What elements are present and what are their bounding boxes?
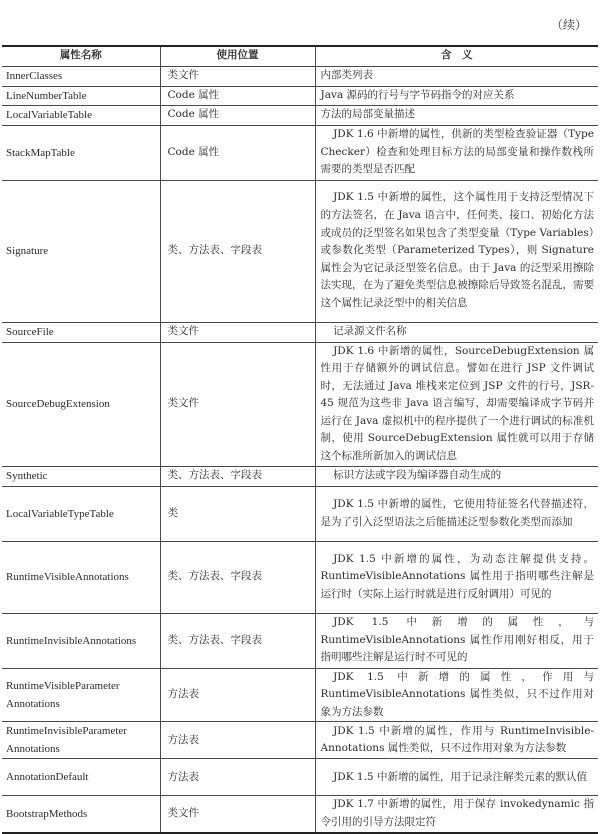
attribute-name: SourceFile	[2, 322, 160, 342]
usage-location: 类、方法表、字段表	[160, 466, 315, 486]
usage-location: 类、方法表、字段表	[160, 180, 315, 322]
usage-location: 方法表	[160, 668, 315, 722]
header-meaning: 含 义	[315, 46, 598, 66]
attribute-name: SourceDebugExtension	[2, 342, 160, 466]
attribute-name: Signature	[2, 180, 160, 322]
continued-label: （续）	[550, 18, 587, 32]
attribute-name: AnnotationDefault	[2, 759, 160, 796]
meaning: Java 源码的行号与字节码指令的对应关系	[315, 86, 598, 105]
meaning: JDK 1.5 中新增的属性，这个属性用于支持泛型情况下的方法签名，在 Java 语言中，任何类、接口、初始化方法或成员的泛型签名如果包含了类型变量（Type Variables）或参数化类型（Parameterized Types），则 Signature 属性会为它记录泛型签名信息。由于 Java 的泛型采用擦除法实现，在为了避免类型信息被擦除后导致签名混乱，需要这个属性记录泛型中的相关信息	[315, 180, 598, 322]
meaning: 内部类列表	[315, 66, 598, 86]
table-row	[2, 342, 598, 466]
table-row	[2, 722, 598, 759]
meaning: 方法的局部变量描述	[315, 105, 598, 125]
usage-location: 类文件	[160, 342, 315, 466]
attribute-name: RuntimeVisibleParameter Annotations	[2, 668, 160, 722]
usage-location: Code 属性	[160, 125, 315, 180]
usage-location: Code 属性	[160, 86, 315, 105]
attribute-name: BootstrapMethods	[2, 796, 160, 833]
attribute-name: Synthetic	[2, 466, 160, 486]
attribute-name: RuntimeInvisibleParameter Annotations	[2, 722, 160, 759]
meaning: JDK 1.5 中新增的属性，与 RuntimeVisibleAnnotations 属性作用刚好相反，用于指明哪些注解是运行时不可见的	[315, 613, 598, 668]
attribute-name: LocalVariableTable	[2, 105, 160, 125]
table-row	[2, 322, 598, 342]
table-row	[2, 466, 598, 486]
attribute-table	[2, 45, 598, 834]
usage-location: 类	[160, 486, 315, 541]
meaning: JDK 1.6 中新增的属性，供新的类型检查验证器（Type Checker）检查和处理目标方法的局部变量和操作数栈所需要的类型是否匹配	[315, 125, 598, 180]
attribute-name: LocalVariableTypeTable	[2, 486, 160, 541]
attribute-name: RuntimeInvisibleAnnotations	[2, 613, 160, 668]
usage-location: 类文件	[160, 796, 315, 833]
meaning: JDK 1.6 中新增的属性，SourceDebugExtension 属性用于存储额外的调试信息。譬如在进行 JSP 文件调试时，无法通过 Java 堆栈来定位到 JSP 文件的行号，JSR-45 规范为这些非 Java 语言编写，却需要编译成字节码并运行在 Java 虚拟机中的程序提供了一个进行调试的标准机制，使用 SourceDebugExtension 属性就可以用于存储这个标准所新加入的调试信息	[315, 342, 598, 466]
table-row	[2, 86, 598, 105]
usage-location: 类、方法表、字段表	[160, 613, 315, 668]
table-row	[2, 66, 598, 86]
meaning: JDK 1.5 中新增的属性，作用与 RuntimeVisibleAnnotations 属性类似，只不过作用对象为方法参数	[315, 668, 598, 722]
meaning: JDK 1.5 中新增的属性，它使用特征签名代替描述符，是为了引入泛型语法之后能描述泛型参数化类型而添加	[315, 486, 598, 541]
meaning: JDK 1.5 中新增的属性，作用与 RuntimeInvisible-Annotations 属性类似，只不过作用对象为方法参数	[315, 722, 598, 759]
usage-location: 方法表	[160, 759, 315, 796]
attribute-name: StackMapTable	[2, 125, 160, 180]
table-row	[2, 486, 598, 541]
attribute-name: LineNumberTable	[2, 86, 160, 105]
table-row	[2, 541, 598, 613]
usage-location: 类、方法表、字段表	[160, 541, 315, 613]
table-row	[2, 668, 598, 722]
attribute-name: RuntimeVisibleAnnotations	[2, 541, 160, 613]
usage-location: 类文件	[160, 66, 315, 86]
table-row	[2, 105, 598, 125]
header-usage-location: 使用位置	[160, 46, 315, 66]
table-row	[2, 759, 598, 796]
usage-location: Code 属性	[160, 105, 315, 125]
table-row	[2, 125, 598, 180]
meaning: JDK 1.5 中新增的属性，为动态注解提供支持。RuntimeVisibleAnnotations 属性用于指明哪些注解是运行时（实际上运行时就是进行反射调用）可见的	[315, 541, 598, 613]
meaning: JDK 1.7 中新增的属性，用于保存 invokedynamic 指令引用的引导方法限定符	[315, 796, 598, 833]
meaning: 记录源文件名称	[315, 322, 598, 342]
table-row	[2, 796, 598, 833]
header-row	[2, 46, 598, 66]
meaning: JDK 1.5 中新增的属性，用于记录注解类元素的默认值	[315, 759, 598, 796]
table-row	[2, 180, 598, 322]
attribute-name: InnerClasses	[2, 66, 160, 86]
header-attribute-name: 属性名称	[2, 46, 160, 66]
meaning: 标识方法或字段为编译器自动生成的	[315, 466, 598, 486]
table-row	[2, 613, 598, 668]
usage-location: 方法表	[160, 722, 315, 759]
usage-location: 类文件	[160, 322, 315, 342]
